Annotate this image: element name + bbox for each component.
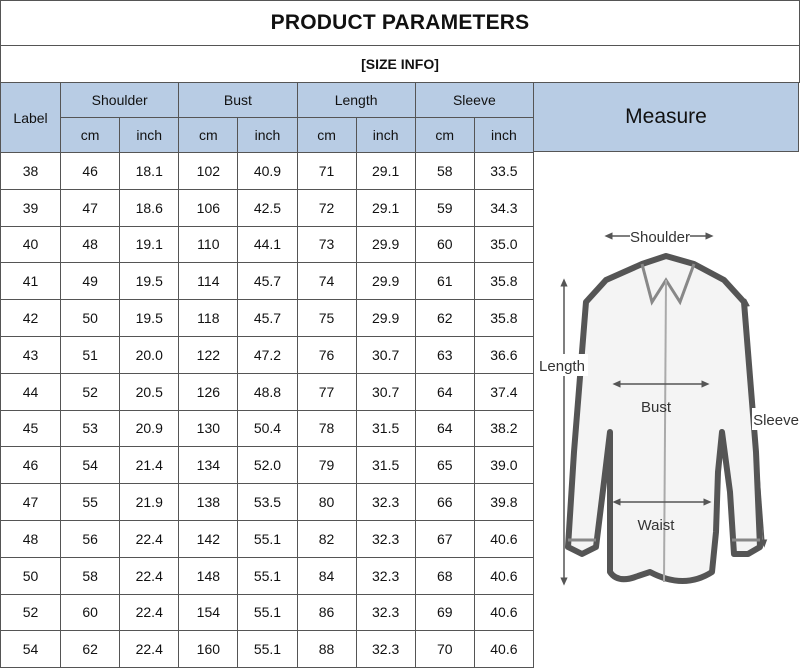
cell-length-cm: 79 — [297, 447, 356, 484]
table-row — [1, 557, 534, 594]
cell-sleeve-inch: 38.2 — [474, 410, 533, 447]
cell-label: 42 — [1, 300, 61, 337]
cell-length-cm: 75 — [297, 300, 356, 337]
cell-shoulder-cm: 50 — [61, 300, 120, 337]
cell-label: 47 — [1, 484, 61, 521]
cell-shoulder-cm: 60 — [61, 594, 120, 631]
cell-length-cm: 73 — [297, 226, 356, 263]
cell-bust-cm: 114 — [179, 263, 238, 300]
cell-bust-inch: 45.7 — [238, 263, 297, 300]
cell-label: 52 — [1, 594, 61, 631]
cell-label: 48 — [1, 520, 61, 557]
cell-length-inch: 32.3 — [356, 631, 415, 668]
cell-sleeve-cm: 70 — [415, 631, 474, 668]
cell-length-inch: 29.1 — [356, 189, 415, 226]
cell-shoulder-cm: 55 — [61, 484, 120, 521]
cell-sleeve-cm: 64 — [415, 410, 474, 447]
cell-bust-cm: 118 — [179, 300, 238, 337]
cell-shoulder-inch: 19.5 — [120, 263, 179, 300]
cell-label: 46 — [1, 447, 61, 484]
cell-length-cm: 88 — [297, 631, 356, 668]
cell-shoulder-inch: 18.6 — [120, 189, 179, 226]
cell-length-inch: 32.3 — [356, 520, 415, 557]
cell-sleeve-cm: 59 — [415, 189, 474, 226]
table-header-row — [1, 83, 534, 118]
cell-bust-inch: 48.8 — [238, 373, 297, 410]
cell-shoulder-inch: 22.4 — [120, 631, 179, 668]
group-header-bust: Bust — [179, 83, 297, 118]
measure-header — [534, 82, 799, 152]
cell-bust-cm: 106 — [179, 189, 238, 226]
cell-bust-inch: 40.9 — [238, 153, 297, 190]
cell-length-cm: 71 — [297, 153, 356, 190]
cell-bust-inch: 55.1 — [238, 557, 297, 594]
sleeve-label: Sleeve — [753, 412, 799, 429]
cell-label: 50 — [1, 557, 61, 594]
measure-title: Measure — [625, 105, 707, 128]
cell-shoulder-cm: 62 — [61, 631, 120, 668]
cell-shoulder-inch: 21.4 — [120, 447, 179, 484]
cell-label: 43 — [1, 336, 61, 373]
cell-bust-inch: 55.1 — [238, 520, 297, 557]
unit-header: cm — [61, 118, 120, 153]
cell-length-cm: 72 — [297, 189, 356, 226]
cell-shoulder-cm: 52 — [61, 373, 120, 410]
cell-sleeve-cm: 58 — [415, 153, 474, 190]
cell-bust-inch: 50.4 — [238, 410, 297, 447]
cell-sleeve-cm: 62 — [415, 300, 474, 337]
cell-shoulder-cm: 53 — [61, 410, 120, 447]
cell-sleeve-inch: 34.3 — [474, 189, 533, 226]
table-row — [1, 631, 534, 668]
cell-shoulder-inch: 19.5 — [120, 300, 179, 337]
table-row — [1, 594, 534, 631]
table-row — [1, 263, 534, 300]
cell-length-cm: 78 — [297, 410, 356, 447]
cell-length-cm: 84 — [297, 557, 356, 594]
cell-label: 54 — [1, 631, 61, 668]
unit-header: cm — [297, 118, 356, 153]
cell-bust-cm: 148 — [179, 557, 238, 594]
unit-header: inch — [120, 118, 179, 153]
table-row — [1, 189, 534, 226]
cell-shoulder-cm: 47 — [61, 189, 120, 226]
cell-length-inch: 30.7 — [356, 373, 415, 410]
page-title: PRODUCT PARAMETERS — [270, 11, 530, 34]
cell-shoulder-cm: 49 — [61, 263, 120, 300]
cell-bust-inch: 53.5 — [238, 484, 297, 521]
cell-bust-inch: 47.2 — [238, 336, 297, 373]
cell-label: 41 — [1, 263, 61, 300]
cell-shoulder-inch: 20.5 — [120, 373, 179, 410]
cell-shoulder-cm: 56 — [61, 520, 120, 557]
cell-bust-cm: 130 — [179, 410, 238, 447]
cell-length-inch: 32.3 — [356, 557, 415, 594]
cell-sleeve-inch: 40.6 — [474, 520, 533, 557]
label-header: Label — [1, 83, 61, 153]
shoulder-label: Shoulder — [629, 229, 691, 246]
cell-sleeve-inch: 39.8 — [474, 484, 533, 521]
cell-bust-inch: 44.1 — [238, 226, 297, 263]
cell-sleeve-inch: 40.6 — [474, 557, 533, 594]
cell-bust-cm: 134 — [179, 447, 238, 484]
shirt-diagram-icon — [534, 152, 800, 648]
cell-length-inch: 32.3 — [356, 484, 415, 521]
cell-sleeve-cm: 60 — [415, 226, 474, 263]
table-row — [1, 153, 534, 190]
cell-shoulder-cm: 58 — [61, 557, 120, 594]
table-row — [1, 226, 534, 263]
cell-sleeve-cm: 61 — [415, 263, 474, 300]
cell-shoulder-inch: 21.9 — [120, 484, 179, 521]
cell-length-inch: 31.5 — [356, 447, 415, 484]
cell-shoulder-inch: 20.9 — [120, 410, 179, 447]
cell-sleeve-cm: 65 — [415, 447, 474, 484]
size-table — [0, 82, 534, 668]
cell-shoulder-cm: 51 — [61, 336, 120, 373]
page-subtitle: [SIZE INFO] — [361, 56, 439, 72]
cell-sleeve-cm: 68 — [415, 557, 474, 594]
cell-shoulder-cm: 48 — [61, 226, 120, 263]
cell-length-cm: 76 — [297, 336, 356, 373]
cell-shoulder-inch: 19.1 — [120, 226, 179, 263]
cell-label: 44 — [1, 373, 61, 410]
length-label: Length — [539, 358, 585, 375]
cell-bust-inch: 55.1 — [238, 594, 297, 631]
waist-label: Waist — [637, 517, 675, 534]
cell-length-inch: 30.7 — [356, 336, 415, 373]
cell-bust-inch: 42.5 — [238, 189, 297, 226]
table-row — [1, 373, 534, 410]
cell-length-inch: 32.3 — [356, 594, 415, 631]
cell-length-inch: 31.5 — [356, 410, 415, 447]
cell-bust-inch: 52.0 — [238, 447, 297, 484]
table-row — [1, 520, 534, 557]
cell-label: 40 — [1, 226, 61, 263]
cell-sleeve-inch: 35.8 — [474, 263, 533, 300]
cell-sleeve-cm: 69 — [415, 594, 474, 631]
cell-shoulder-inch: 22.4 — [120, 594, 179, 631]
cell-label: 38 — [1, 153, 61, 190]
cell-bust-inch: 45.7 — [238, 300, 297, 337]
cell-sleeve-cm: 64 — [415, 373, 474, 410]
cell-length-inch: 29.1 — [356, 153, 415, 190]
group-header-shoulder: Shoulder — [61, 83, 179, 118]
cell-bust-cm: 138 — [179, 484, 238, 521]
subtitle-bar — [0, 45, 800, 83]
cell-sleeve-cm: 67 — [415, 520, 474, 557]
cell-length-cm: 82 — [297, 520, 356, 557]
cell-length-cm: 86 — [297, 594, 356, 631]
cell-sleeve-inch: 40.6 — [474, 594, 533, 631]
cell-bust-cm: 102 — [179, 153, 238, 190]
table-row — [1, 300, 534, 337]
cell-shoulder-inch: 22.4 — [120, 557, 179, 594]
cell-bust-cm: 122 — [179, 336, 238, 373]
cell-bust-cm: 154 — [179, 594, 238, 631]
cell-label: 39 — [1, 189, 61, 226]
cell-bust-cm: 126 — [179, 373, 238, 410]
unit-header: cm — [179, 118, 238, 153]
group-header-sleeve: Sleeve — [415, 83, 533, 118]
unit-header: inch — [474, 118, 533, 153]
cell-sleeve-cm: 66 — [415, 484, 474, 521]
cell-bust-cm: 110 — [179, 226, 238, 263]
unit-header: cm — [415, 118, 474, 153]
bust-label: Bust — [640, 399, 672, 416]
cell-length-inch: 29.9 — [356, 300, 415, 337]
cell-shoulder-inch: 18.1 — [120, 153, 179, 190]
unit-header-row — [1, 118, 534, 153]
cell-sleeve-inch: 39.0 — [474, 447, 533, 484]
cell-sleeve-inch: 37.4 — [474, 373, 533, 410]
cell-shoulder-inch: 22.4 — [120, 520, 179, 557]
cell-shoulder-cm: 46 — [61, 153, 120, 190]
cell-bust-inch: 55.1 — [238, 631, 297, 668]
table-row — [1, 484, 534, 521]
cell-length-inch: 29.9 — [356, 263, 415, 300]
cell-sleeve-inch: 33.5 — [474, 153, 533, 190]
unit-header: inch — [356, 118, 415, 153]
cell-length-cm: 77 — [297, 373, 356, 410]
cell-sleeve-inch: 36.6 — [474, 336, 533, 373]
cell-length-cm: 80 — [297, 484, 356, 521]
title-bar — [0, 0, 800, 45]
unit-header: inch — [238, 118, 297, 153]
cell-length-cm: 74 — [297, 263, 356, 300]
cell-bust-cm: 160 — [179, 631, 238, 668]
table-body — [1, 153, 534, 668]
cell-shoulder-inch: 20.0 — [120, 336, 179, 373]
cell-length-inch: 29.9 — [356, 226, 415, 263]
group-header-length: Length — [297, 83, 415, 118]
cell-sleeve-inch: 35.0 — [474, 226, 533, 263]
table-row — [1, 447, 534, 484]
cell-sleeve-inch: 35.8 — [474, 300, 533, 337]
cell-bust-cm: 142 — [179, 520, 238, 557]
table-row — [1, 336, 534, 373]
cell-label: 45 — [1, 410, 61, 447]
measure-diagram — [534, 152, 800, 648]
cell-shoulder-cm: 54 — [61, 447, 120, 484]
table-row — [1, 410, 534, 447]
cell-sleeve-cm: 63 — [415, 336, 474, 373]
cell-sleeve-inch: 40.6 — [474, 631, 533, 668]
